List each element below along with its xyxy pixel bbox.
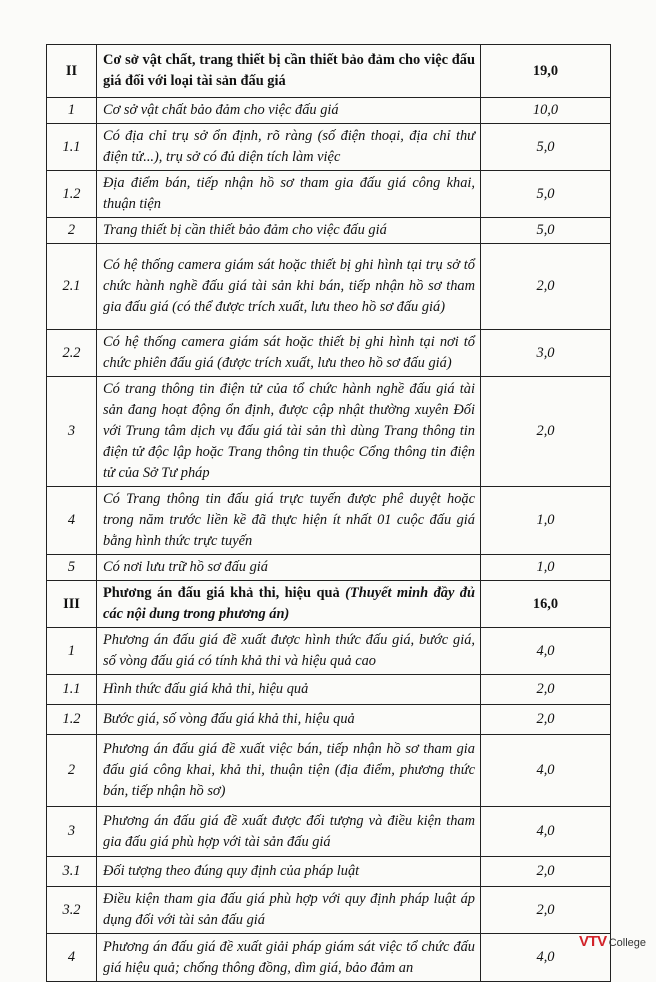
row-text: Có trang thông tin điện tử của tổ chức hành nghề đấu giá tài sản đang hoạt động ổn định, được cập nhật thường xuyên Đối với Trung tâm dịch vụ đấu giá tài sản thì dùng Trang thông tin điện tử độc lập hoặc Trang thông tin thuộc Cổng thông tin điện tử của Sở Tư pháp — [97, 377, 481, 487]
row-text: Có hệ thống camera giám sát hoặc thiết bị ghi hình tại trụ sở tổ chức hành nghề đấu giá tài sản khi bán, tiếp nhận hồ sơ tham gia đấu giá (có thể được trích xuất, lưu theo hồ sơ đấu giá) — [97, 244, 481, 330]
row-text: Phương án đấu giá đề xuất giải pháp giám sát việc tổ chức đấu giá hiệu quả; chống thông đồng, dìm giá, bảo đảm an — [97, 934, 481, 982]
criteria-table — [46, 44, 611, 982]
table-row — [47, 675, 611, 705]
table-row — [47, 555, 611, 581]
row-score: 2,0 — [481, 705, 611, 735]
row-number: 2 — [47, 218, 97, 244]
table-row — [47, 124, 611, 171]
row-score: 5,0 — [481, 124, 611, 171]
row-score: 4,0 — [481, 807, 611, 857]
table-row — [47, 171, 611, 218]
row-text: Cơ sở vật chất, trang thiết bị cần thiết bảo đảm cho việc đấu giá đối với loại tài sản đấu giá — [97, 45, 481, 98]
row-text-main: Phương án đấu giá khả thi, hiệu quả — [103, 585, 346, 601]
vtv-college-logo — [579, 933, 646, 950]
logo-brand: VTV — [579, 933, 607, 950]
row-text: Điều kiện tham gia đấu giá phù hợp với quy định pháp luật áp dụng đối với tài sản đấu giá — [97, 887, 481, 934]
table-row — [47, 45, 611, 98]
row-score: 16,0 — [481, 581, 611, 628]
row-number: 2.2 — [47, 330, 97, 377]
row-text-note: (Thuyết minh đầy đủ các nội dung trong phương án) — [103, 585, 475, 622]
row-text: Phương án đấu giá đề xuất việc bán, tiếp nhận hồ sơ tham gia đấu giá công khai, khả thi, thuận tiện (địa điểm, phương thức bán, tiếp nhận hồ sơ) — [97, 735, 481, 807]
row-number: 3 — [47, 807, 97, 857]
row-score: 3,0 — [481, 330, 611, 377]
row-score: 1,0 — [481, 555, 611, 581]
row-score: 4,0 — [481, 628, 611, 675]
row-score: 4,0 — [481, 735, 611, 807]
row-score: 2,0 — [481, 887, 611, 934]
row-number: 3.2 — [47, 887, 97, 934]
row-number: 4 — [47, 934, 97, 982]
row-text: Bước giá, số vòng đấu giá khả thi, hiệu quả — [97, 705, 481, 735]
row-number: 1.2 — [47, 171, 97, 218]
row-score: 2,0 — [481, 675, 611, 705]
row-number: 1.2 — [47, 705, 97, 735]
table-row — [47, 98, 611, 124]
row-score: 2,0 — [481, 377, 611, 487]
table-row — [47, 807, 611, 857]
logo-suffix: College — [608, 937, 646, 949]
row-number: 1.1 — [47, 124, 97, 171]
row-number: 2 — [47, 735, 97, 807]
row-number: III — [47, 581, 97, 628]
table-row — [47, 330, 611, 377]
table-row — [47, 377, 611, 487]
table-row — [47, 887, 611, 934]
row-text: Có Trang thông tin đấu giá trực tuyến được phê duyệt hoặc trong năm trước liền kề đã thực hiện ít nhất 01 cuộc đấu giá bằng hình thức trực tuyến — [97, 487, 481, 555]
row-number: 4 — [47, 487, 97, 555]
row-score: 10,0 — [481, 98, 611, 124]
row-text: Phương án đấu giá đề xuất được hình thức đấu giá, bước giá, số vòng đấu giá có tính khả thi và hiệu quả cao — [97, 628, 481, 675]
table-row — [47, 934, 611, 982]
table-row — [47, 735, 611, 807]
row-score: 2,0 — [481, 244, 611, 330]
row-number: 1.1 — [47, 675, 97, 705]
row-text: Hình thức đấu giá khả thi, hiệu quả — [97, 675, 481, 705]
row-number: 2.1 — [47, 244, 97, 330]
row-text: Trang thiết bị cần thiết bảo đảm cho việc đấu giá — [97, 218, 481, 244]
row-number: 5 — [47, 555, 97, 581]
table-row — [47, 857, 611, 887]
row-text: Phương án đấu giá đề xuất được đối tượng và điều kiện tham gia đấu giá phù hợp với tài sản đấu giá — [97, 807, 481, 857]
row-number: II — [47, 45, 97, 98]
row-score: 5,0 — [481, 218, 611, 244]
row-text: Cơ sở vật chất bảo đảm cho việc đấu giá — [97, 98, 481, 124]
row-text — [97, 581, 481, 628]
row-text: Đối tượng theo đúng quy định của pháp luật — [97, 857, 481, 887]
row-number: 1 — [47, 98, 97, 124]
row-number: 3.1 — [47, 857, 97, 887]
row-text: Có địa chỉ trụ sở ổn định, rõ ràng (số điện thoại, địa chỉ thư điện tử...), trụ sở có đủ diện tích làm việc — [97, 124, 481, 171]
row-score: 19,0 — [481, 45, 611, 98]
row-score: 2,0 — [481, 857, 611, 887]
row-score: 5,0 — [481, 171, 611, 218]
table-row — [47, 487, 611, 555]
row-text: Có hệ thống camera giám sát hoặc thiết bị ghi hình tại nơi tổ chức phiên đấu giá (được trích xuất, lưu theo hồ sơ đấu giá) — [97, 330, 481, 377]
table-row — [47, 218, 611, 244]
table-row — [47, 628, 611, 675]
row-number: 3 — [47, 377, 97, 487]
row-text: Có nơi lưu trữ hồ sơ đấu giá — [97, 555, 481, 581]
table-row — [47, 244, 611, 330]
table-row — [47, 705, 611, 735]
row-score: 1,0 — [481, 487, 611, 555]
table-row — [47, 581, 611, 628]
row-number: 1 — [47, 628, 97, 675]
row-text: Địa điểm bán, tiếp nhận hồ sơ tham gia đấu giá công khai, thuận tiện — [97, 171, 481, 218]
row-score: 4,0 — [481, 934, 611, 982]
